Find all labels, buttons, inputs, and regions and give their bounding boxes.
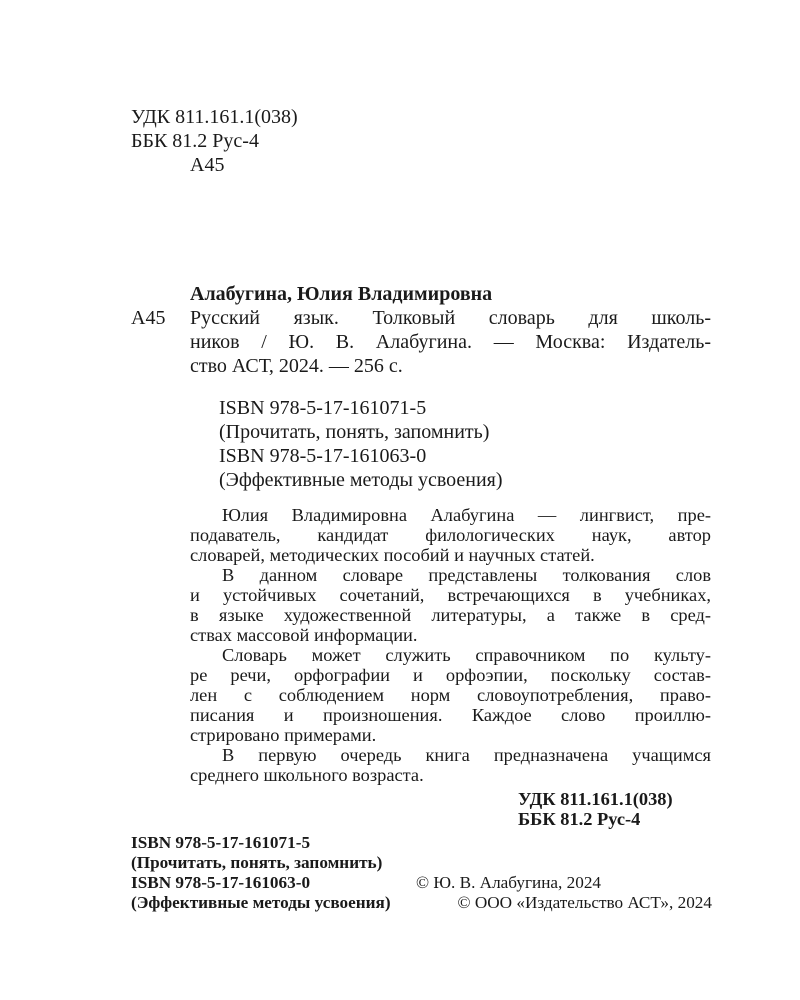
copyright-publisher: © ООО «Издательство АСТ», 2024 [457,893,712,912]
catalog-mark: А45 [131,307,166,329]
footer-series: (Прочитать, понять, запомнить) [131,853,383,872]
catalog-isbn-line: ISBN 978-5-17-161071-5 [219,397,427,419]
catalog-title-line: ство АСТ, 2024. — 256 с. [190,355,403,377]
annotation-line: писания и произношения. Каждое слово проиллю- [190,705,711,725]
header-bbk: ББК 81.2 Рус-4 [131,130,259,152]
footer-isbn: ISBN 978-5-17-161063-0 [131,873,311,892]
annotation-line: Юлия Владимировна Алабугина — лингвист, пре- [222,505,711,525]
annotation-line: и устойчивых сочетаний, встречающихся в учебниках, [190,585,711,605]
annotation-line: среднего школьного возраста. [190,765,424,785]
annotation-line: словарей, методических пособий и научных статей. [190,545,595,565]
catalog-series-line: (Эффективные методы усвоения) [219,469,503,491]
catalog-title-line: ников / Ю. В. Алабугина. — Москва: Издатель- [190,331,711,353]
catalog-author: Алабугина, Юлия Владимировна [190,283,493,305]
annotation-line: подаватель, кандидат филологических наук, автор [190,525,711,545]
header-author-mark: А45 [190,154,225,176]
annotation-line: Словарь может служить справочником по культу- [222,645,711,665]
annotation-line: лен с соблюдением норм словоупотребления, право- [190,685,711,705]
annotation-line: в языке художественной литературы, а также в сред- [190,605,711,625]
annotation-line: В данном словаре представлены толкования слов [222,565,711,585]
catalog-title-line: Русский язык. Толковый словарь для школь- [190,307,711,329]
footer-series: (Эффективные методы усвоения) [131,893,391,912]
annotation-line: ре речи, орфографии и орфоэпии, поскольку состав- [190,665,711,685]
copyright-author: © Ю. В. Алабугина, 2024 [416,873,602,892]
footer-isbn: ISBN 978-5-17-161071-5 [131,833,311,852]
annotation-line: стрировано примерами. [190,725,377,745]
annotation-line: В первую очередь книга предназначена учащимся [222,745,711,765]
header-udk: УДК 811.161.1(038) [131,106,298,128]
catalog-series-line: (Прочитать, понять, запомнить) [219,421,490,443]
catalog-isbn-line: ISBN 978-5-17-161063-0 [219,445,427,467]
annotation-line: ствах массовой информации. [190,625,418,645]
annotation-udk: УДК 811.161.1(038) [518,789,673,809]
annotation-bbk: ББК 81.2 Рус-4 [518,809,641,829]
